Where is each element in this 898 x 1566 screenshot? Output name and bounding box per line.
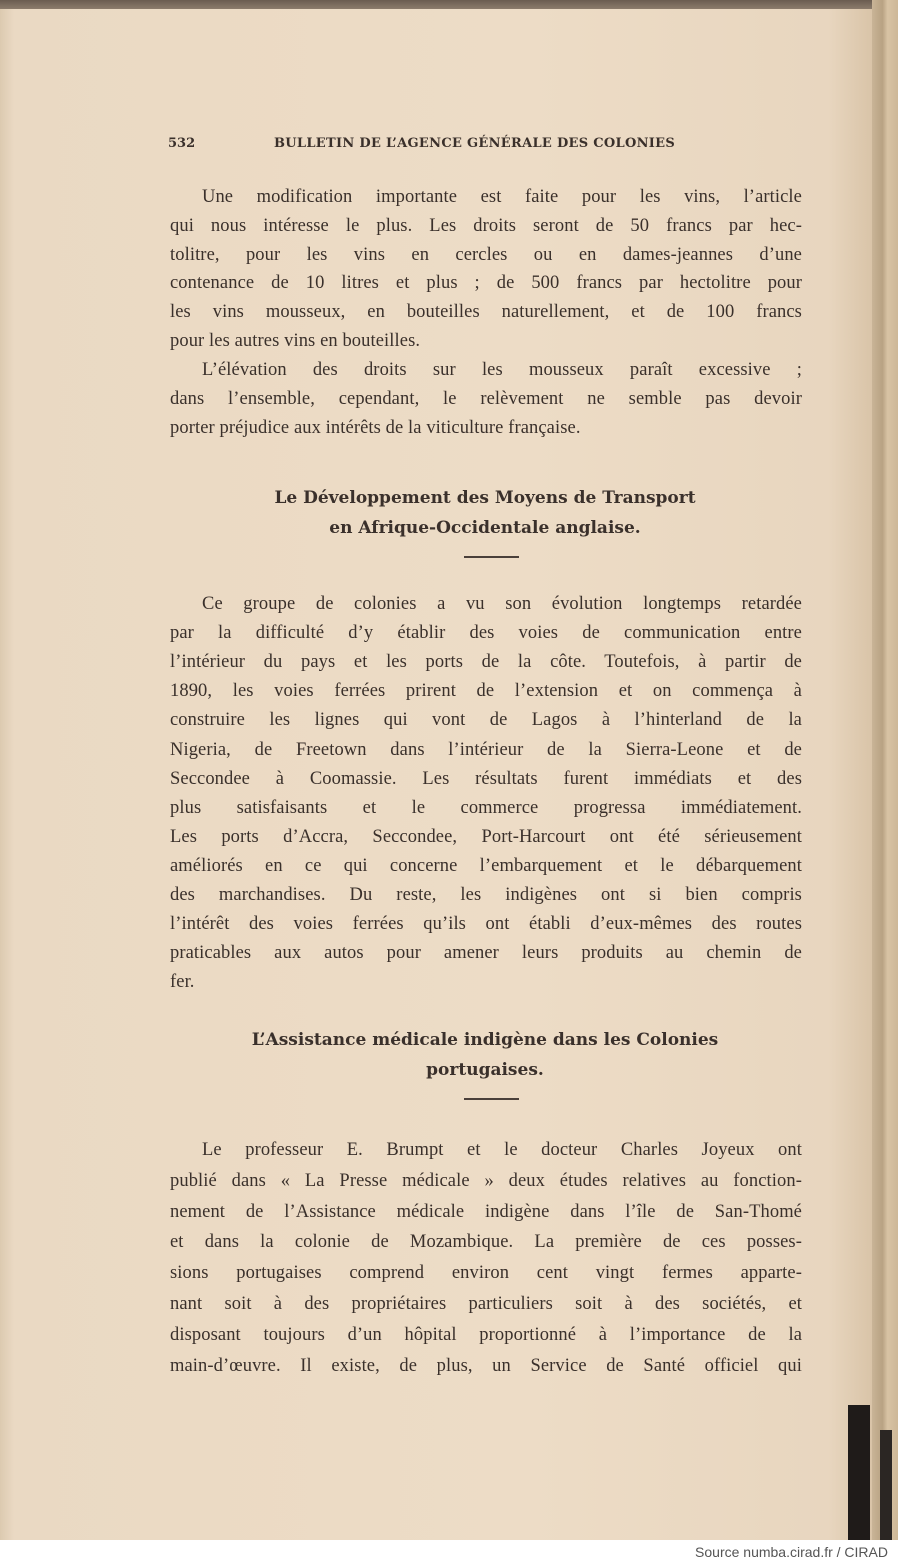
paragraph-line: nement de l’Assistance médicale indigène dans l’île de San-Thomé (170, 1201, 802, 1222)
paragraph-line: praticables aux autos pour amener leurs produits au chemin de (170, 943, 802, 964)
paragraph-line: pour les autres vins en bouteilles. (170, 331, 421, 351)
paragraph-line: sions portugaises comprend environ cent vingt fermes apparte- (170, 1263, 802, 1284)
paragraph-line: qui nous intéresse le plus. Les droits seront de 50 francs par hec- (170, 215, 802, 236)
paragraph-line: les vins mousseux, en bouteilles naturellement, et de 100 francs (170, 302, 802, 323)
paragraph-line: tolitre, pour les vins en cercles ou en dames-jeannes d’une (170, 244, 802, 265)
section-heading-line: L’Assistance médicale indigène dans les Colonies (251, 1030, 719, 1050)
paragraph-line: Nigeria, de Freetown dans l’intérieur de la Sierra-Leone et de (170, 739, 802, 760)
paragraph-line: et dans la colonie de Mozambique. La première de ces posses- (170, 1232, 802, 1253)
paragraph-line: publié dans « La Presse médicale » deux études relatives au fonction- (170, 1170, 802, 1191)
paragraph-line: Ce groupe de colonies a vu son évolution longtemps retardée (202, 594, 802, 614)
paragraph-line: L’élévation des droits sur les mousseux paraît excessive ; (202, 360, 802, 380)
paragraph-line: dans l’ensemble, cependant, le relèvement ne semble pas devoir (170, 389, 802, 409)
paragraph-line: Les ports d’Accra, Seccondee, Port-Harcourt ont été sérieusement (170, 826, 802, 847)
paragraph-line: 1890, les voies ferrées prirent de l’extension et on commença à (170, 681, 802, 702)
book-page-edges (872, 0, 898, 1540)
section-heading-line: portugaises. (426, 1060, 544, 1080)
paragraph-line: Le professeur E. Brumpt et le docteur Charles Joyeux ont (202, 1140, 802, 1160)
paragraph-line: l’intérieur du pays et les ports de la côte. Toutefois, à partir de (170, 652, 802, 673)
page-top-edge (0, 0, 872, 9)
paragraph-line: des marchandises. Du reste, les indigènes ont si bien compris (170, 885, 802, 905)
paragraph-line: main-d’œuvre. Il existe, de plus, un Service de Santé officiel qui (170, 1355, 802, 1376)
section-heading-line: Le Développement des Moyens de Transport (274, 488, 696, 508)
book-cover-edge-back (880, 1430, 892, 1540)
running-title: BULLETIN DE L’AGENCE GÉNÉRALE DES COLONIES (274, 136, 676, 151)
paragraph-line: fer. (170, 972, 195, 993)
paragraph-line: l’intérêt des voies ferrées qu’ils ont établi d’eux-mêmes des routes (170, 914, 802, 935)
book-cover-edge (848, 1405, 870, 1540)
section-divider (464, 1098, 519, 1100)
source-credit: Source numba.cirad.fr / CIRAD (695, 1544, 888, 1560)
paragraph-line: construire les lignes qui vont de Lagos à l’hinterland de la (170, 710, 802, 731)
paragraph-line: disposant toujours d’un hôpital proportionné à l’importance de la (170, 1324, 802, 1345)
paragraph-line: porter préjudice aux intérêts de la viticulture française. (170, 418, 581, 438)
paragraph-line: par la difficulté d’y établir des voies de communication entre (170, 623, 802, 644)
paragraph-line: Seccondee à Coomassie. Les résultats furent immédiats et des (170, 768, 802, 789)
paragraph-line: Une modification importante est faite pour les vins, l’article (202, 187, 802, 207)
paragraph-line: contenance de 10 litres et plus ; de 500 francs par hectolitre pour (170, 273, 802, 294)
section-divider (464, 556, 519, 558)
paragraph-line: plus satisfaisants et le commerce progressa immédiatement. (170, 797, 802, 818)
paragraph-line: nant soit à des propriétaires particuliers soit à des sociétés, et (170, 1294, 802, 1314)
paragraph-line: améliorés en ce qui concerne l’embarquement et le débarquement (170, 855, 802, 876)
page-number: 532 (168, 136, 196, 151)
section-heading-line: en Afrique-Occidentale anglaise. (329, 518, 641, 538)
